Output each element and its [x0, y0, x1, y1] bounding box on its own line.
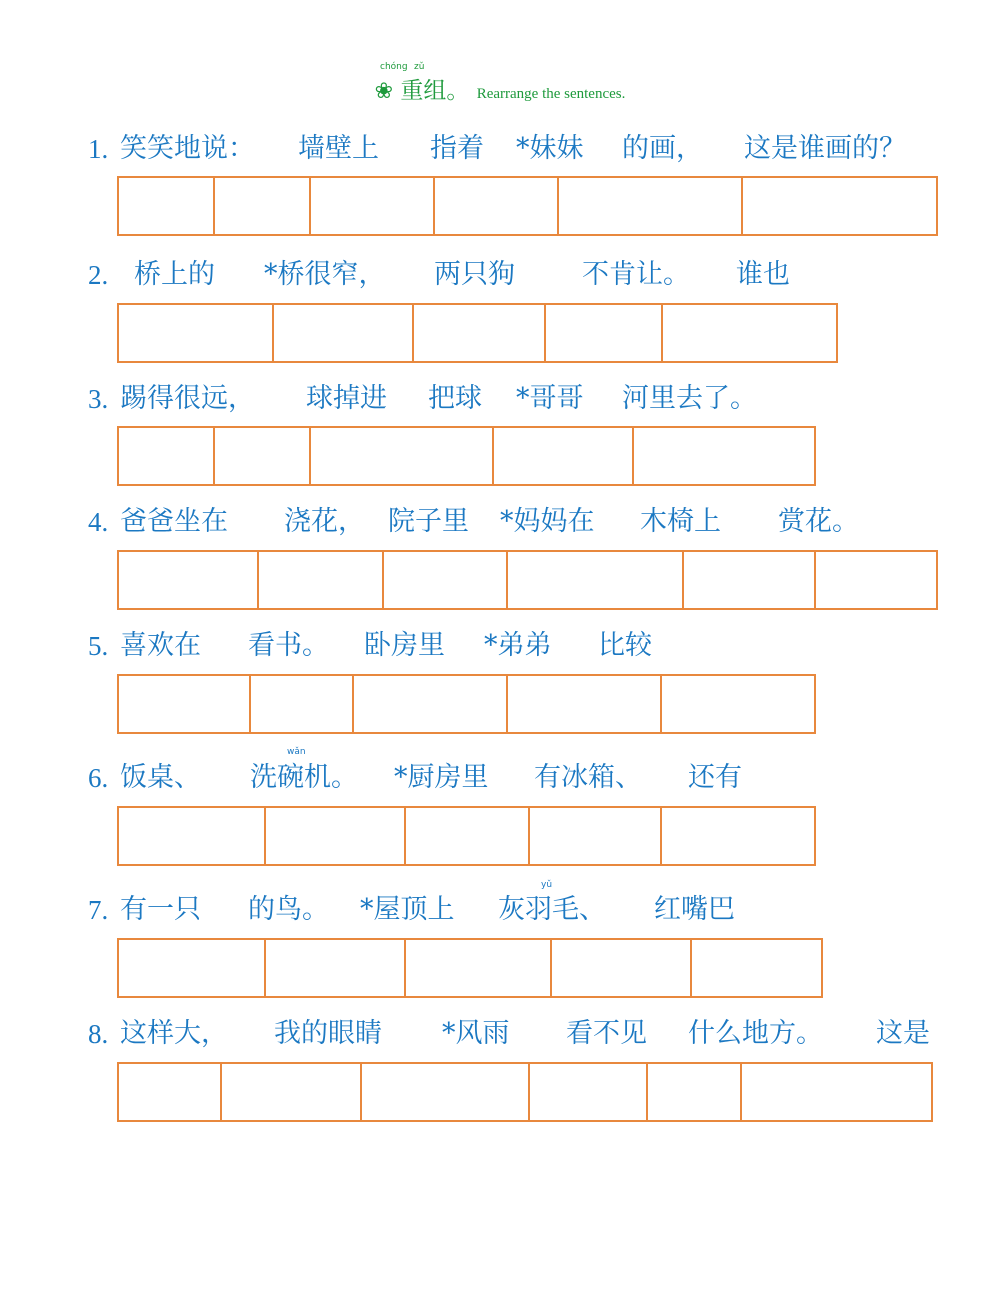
question-number: 7. — [88, 895, 109, 925]
word-chunk: 河里去了。 — [622, 383, 757, 414]
word-chunk: 比较 — [598, 630, 652, 661]
question-number: 8. — [88, 1019, 109, 1049]
answer-cell[interactable] — [119, 178, 215, 234]
word-chunk: *桥很窄， — [264, 259, 386, 290]
word-chunk: 把球 — [428, 383, 482, 414]
word-chunk: *屋顶上 — [360, 894, 455, 925]
answer-cell[interactable] — [634, 428, 814, 484]
answer-cell[interactable] — [406, 808, 530, 864]
answer-cell[interactable] — [559, 178, 743, 234]
answer-boxes-6 — [117, 806, 816, 866]
answer-cell[interactable] — [354, 676, 508, 732]
answer-cell[interactable] — [266, 940, 406, 996]
answer-cell[interactable] — [662, 808, 814, 864]
word-chunk: 看书。 — [248, 630, 329, 661]
answer-cell[interactable] — [119, 676, 251, 732]
word-chunk: 饭桌、 — [120, 762, 201, 793]
word-chunk: 的画， — [622, 133, 703, 164]
answer-cell[interactable] — [119, 552, 259, 608]
answer-boxes-5 — [117, 674, 816, 734]
word-chunk: 球掉进 — [306, 383, 387, 414]
question-number: 4. — [88, 507, 109, 537]
word-chunk: 的鸟。 — [248, 894, 329, 925]
word-chunk: *妈妈在 — [500, 506, 595, 537]
flower-icon: ❀ — [374, 79, 394, 104]
answer-cell[interactable] — [311, 178, 435, 234]
answer-cell[interactable] — [362, 1064, 530, 1120]
answer-cell[interactable] — [552, 940, 692, 996]
title-english: Rearrange the sentences. — [476, 86, 626, 102]
question-number: 1. — [88, 134, 109, 164]
title-dot: 。 — [446, 78, 470, 104]
word-chunk: 谁也 — [736, 259, 790, 290]
answer-cell[interactable] — [684, 552, 816, 608]
answer-cell[interactable] — [119, 940, 266, 996]
pinyin-annotation: wǎn — [287, 747, 306, 757]
question-number: 5. — [88, 631, 109, 661]
answer-cell[interactable] — [215, 428, 311, 484]
word-chunk: 看不见 — [566, 1018, 647, 1049]
word-chunk: 木椅上 — [640, 506, 721, 537]
answer-cell[interactable] — [311, 428, 494, 484]
question-number: 3. — [88, 384, 109, 414]
word-chunk: 笑笑地说： — [120, 133, 255, 164]
word-chunk: 桥上的 — [134, 259, 215, 290]
word-chunk: *风雨 — [442, 1018, 510, 1049]
word-chunk: 这是 — [876, 1018, 930, 1049]
word-chunk: 院子里 — [388, 506, 469, 537]
answer-cell[interactable] — [648, 1064, 742, 1120]
answer-cell[interactable] — [494, 428, 634, 484]
answer-boxes-2 — [117, 303, 838, 363]
word-chunk: 这是谁画的？ — [744, 133, 906, 164]
word-chunk: 浇花， — [284, 506, 365, 537]
answer-cell[interactable] — [742, 1064, 931, 1120]
answer-boxes-8 — [117, 1062, 933, 1122]
word-chunk: *弟弟 — [484, 630, 552, 661]
word-chunk: *妹妹 — [516, 133, 584, 164]
answer-cell[interactable] — [384, 552, 508, 608]
answer-cell[interactable] — [414, 305, 546, 361]
answer-cell[interactable] — [435, 178, 559, 234]
answer-cell[interactable] — [215, 178, 311, 234]
answer-cell[interactable] — [222, 1064, 362, 1120]
word-chunk: 墙壁上 — [298, 133, 379, 164]
answer-cell[interactable] — [251, 676, 354, 732]
answer-boxes-7 — [117, 938, 823, 998]
answer-cell[interactable] — [530, 808, 662, 864]
question-number: 6. — [88, 763, 109, 793]
word-chunk: 这样大， — [120, 1018, 228, 1049]
question-number: 2. — [88, 260, 109, 290]
answer-cell[interactable] — [406, 940, 552, 996]
answer-cell[interactable] — [119, 808, 266, 864]
answer-cell[interactable] — [546, 305, 663, 361]
word-chunk: *厨房里 — [394, 762, 489, 793]
word-chunk: 还有 — [688, 762, 742, 793]
answer-boxes-3 — [117, 426, 816, 486]
answer-cell[interactable] — [663, 305, 836, 361]
answer-cell[interactable] — [692, 940, 821, 996]
word-chunk: 洗碗机。 — [250, 762, 358, 793]
answer-boxes-1 — [117, 176, 938, 236]
answer-cell[interactable] — [274, 305, 414, 361]
answer-cell[interactable] — [530, 1064, 648, 1120]
word-chunk: 卧房里 — [364, 630, 445, 661]
word-chunk: 不肯让。 — [582, 259, 690, 290]
word-chunk: 灰羽毛、 — [498, 894, 606, 925]
answer-cell[interactable] — [119, 428, 215, 484]
word-chunk: 踢得很远， — [120, 383, 255, 414]
answer-cell[interactable] — [119, 305, 274, 361]
word-chunk: 两只狗 — [434, 259, 515, 290]
answer-cell[interactable] — [508, 676, 662, 732]
pinyin-zu: zǔ — [414, 62, 425, 72]
title-chinese: 重组 — [400, 78, 447, 104]
word-chunk: *哥哥 — [516, 383, 584, 414]
answer-cell[interactable] — [119, 1064, 222, 1120]
word-chunk: 我的眼睛 — [274, 1018, 382, 1049]
pinyin-annotation: yǔ — [541, 880, 553, 890]
answer-boxes-4 — [117, 550, 938, 610]
word-chunk: 喜欢在 — [120, 630, 201, 661]
answer-cell[interactable] — [259, 552, 384, 608]
answer-cell[interactable] — [816, 552, 936, 608]
word-chunk: 赏花。 — [778, 506, 859, 537]
pinyin-chong: chóng — [380, 62, 408, 72]
word-chunk: 指着 — [430, 133, 484, 164]
answer-cell[interactable] — [743, 178, 936, 234]
answer-cell[interactable] — [508, 552, 684, 608]
word-chunk: 有冰箱、 — [534, 762, 642, 793]
answer-cell[interactable] — [266, 808, 406, 864]
word-chunk: 什么地方。 — [688, 1018, 823, 1049]
word-chunk: 爸爸坐在 — [120, 506, 228, 537]
word-chunk: 红嘴巴 — [654, 894, 735, 925]
answer-cell[interactable] — [662, 676, 814, 732]
word-chunk: 有一只 — [120, 894, 201, 925]
